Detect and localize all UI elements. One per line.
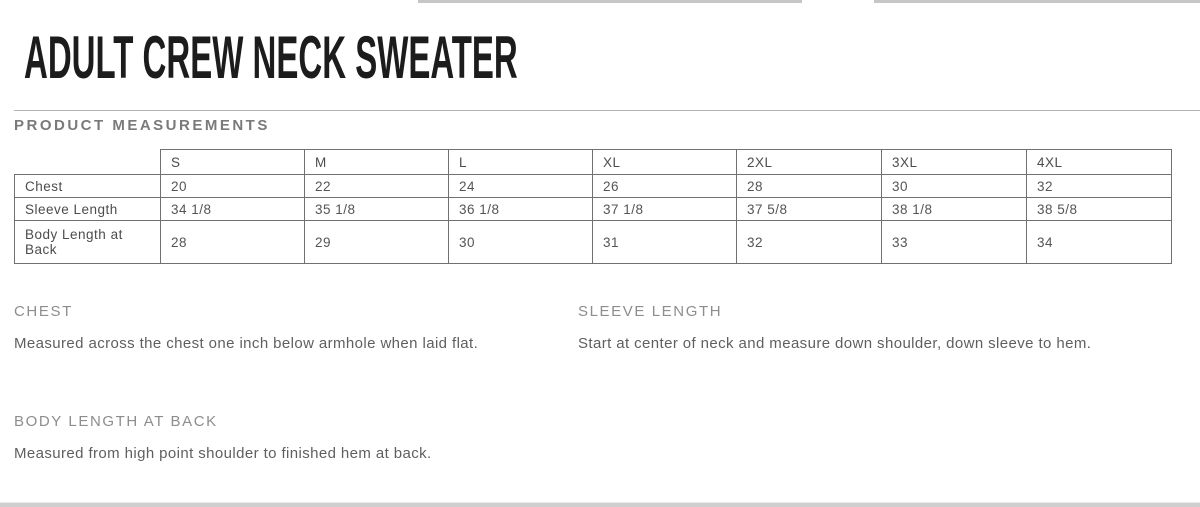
- table-row-body-length-at-back: [15, 221, 1172, 264]
- cell-body-l: 30: [449, 221, 593, 264]
- description-chest-heading: CHEST: [14, 303, 73, 320]
- bottom-border-bar: [0, 502, 1200, 507]
- top-border-bar-right: [874, 0, 1200, 3]
- table-corner-cell: [15, 150, 161, 175]
- description-sleeve-length-text: Start at center of neck and measure down shoulder, down sleeve to hem.: [578, 335, 1092, 352]
- description-body-length-at-back-heading: BODY LENGTH AT BACK: [14, 413, 218, 430]
- row-label-sleeve-length: Sleeve Length: [15, 198, 161, 221]
- description-chest: [14, 303, 554, 358]
- cell-body-4xl: 34: [1027, 221, 1172, 264]
- cell-chest-m: 22: [305, 175, 449, 198]
- table-row-chest: [15, 175, 1172, 198]
- cell-sleeve-2xl: 37 5/8: [737, 198, 882, 221]
- cell-sleeve-l: 36 1/8: [449, 198, 593, 221]
- description-body-length-at-back: [14, 413, 574, 468]
- cell-body-2xl: 32: [737, 221, 882, 264]
- cell-chest-s: 20: [161, 175, 305, 198]
- cell-chest-2xl: 28: [737, 175, 882, 198]
- row-label-chest: Chest: [15, 175, 161, 198]
- measurements-table: [14, 149, 1172, 264]
- section-heading: PRODUCT MEASUREMENTS: [14, 117, 270, 134]
- top-border-bar-left: [418, 0, 802, 3]
- column-header-m: M: [305, 150, 449, 175]
- cell-body-m: 29: [305, 221, 449, 264]
- cell-body-s: 28: [161, 221, 305, 264]
- column-header-3xl: 3XL: [882, 150, 1027, 175]
- description-body-length-at-back-text: Measured from high point shoulder to finished hem at back.: [14, 445, 432, 462]
- description-chest-text: Measured across the chest one inch below armhole when laid flat.: [14, 335, 479, 352]
- cell-chest-3xl: 30: [882, 175, 1027, 198]
- cell-body-3xl: 33: [882, 221, 1027, 264]
- cell-chest-l: 24: [449, 175, 593, 198]
- cell-sleeve-s: 34 1/8: [161, 198, 305, 221]
- description-sleeve-length: [578, 303, 1094, 358]
- cell-chest-xl: 26: [593, 175, 737, 198]
- table-header-row: [15, 150, 1172, 175]
- description-sleeve-length-heading: SLEEVE LENGTH: [578, 303, 723, 320]
- column-header-l: L: [449, 150, 593, 175]
- page-title: ADULT CREW NECK SWEATER: [24, 24, 518, 91]
- cell-sleeve-m: 35 1/8: [305, 198, 449, 221]
- cell-body-xl: 31: [593, 221, 737, 264]
- cell-sleeve-4xl: 38 5/8: [1027, 198, 1172, 221]
- column-header-2xl: 2XL: [737, 150, 882, 175]
- cell-sleeve-xl: 37 1/8: [593, 198, 737, 221]
- row-label-body-length-at-back: Body Length at Back: [15, 221, 161, 264]
- column-header-xl: XL: [593, 150, 737, 175]
- table-row-sleeve-length: [15, 198, 1172, 221]
- column-header-s: S: [161, 150, 305, 175]
- cell-sleeve-3xl: 38 1/8: [882, 198, 1027, 221]
- divider-line: [14, 110, 1200, 111]
- column-header-4xl: 4XL: [1027, 150, 1172, 175]
- cell-chest-4xl: 32: [1027, 175, 1172, 198]
